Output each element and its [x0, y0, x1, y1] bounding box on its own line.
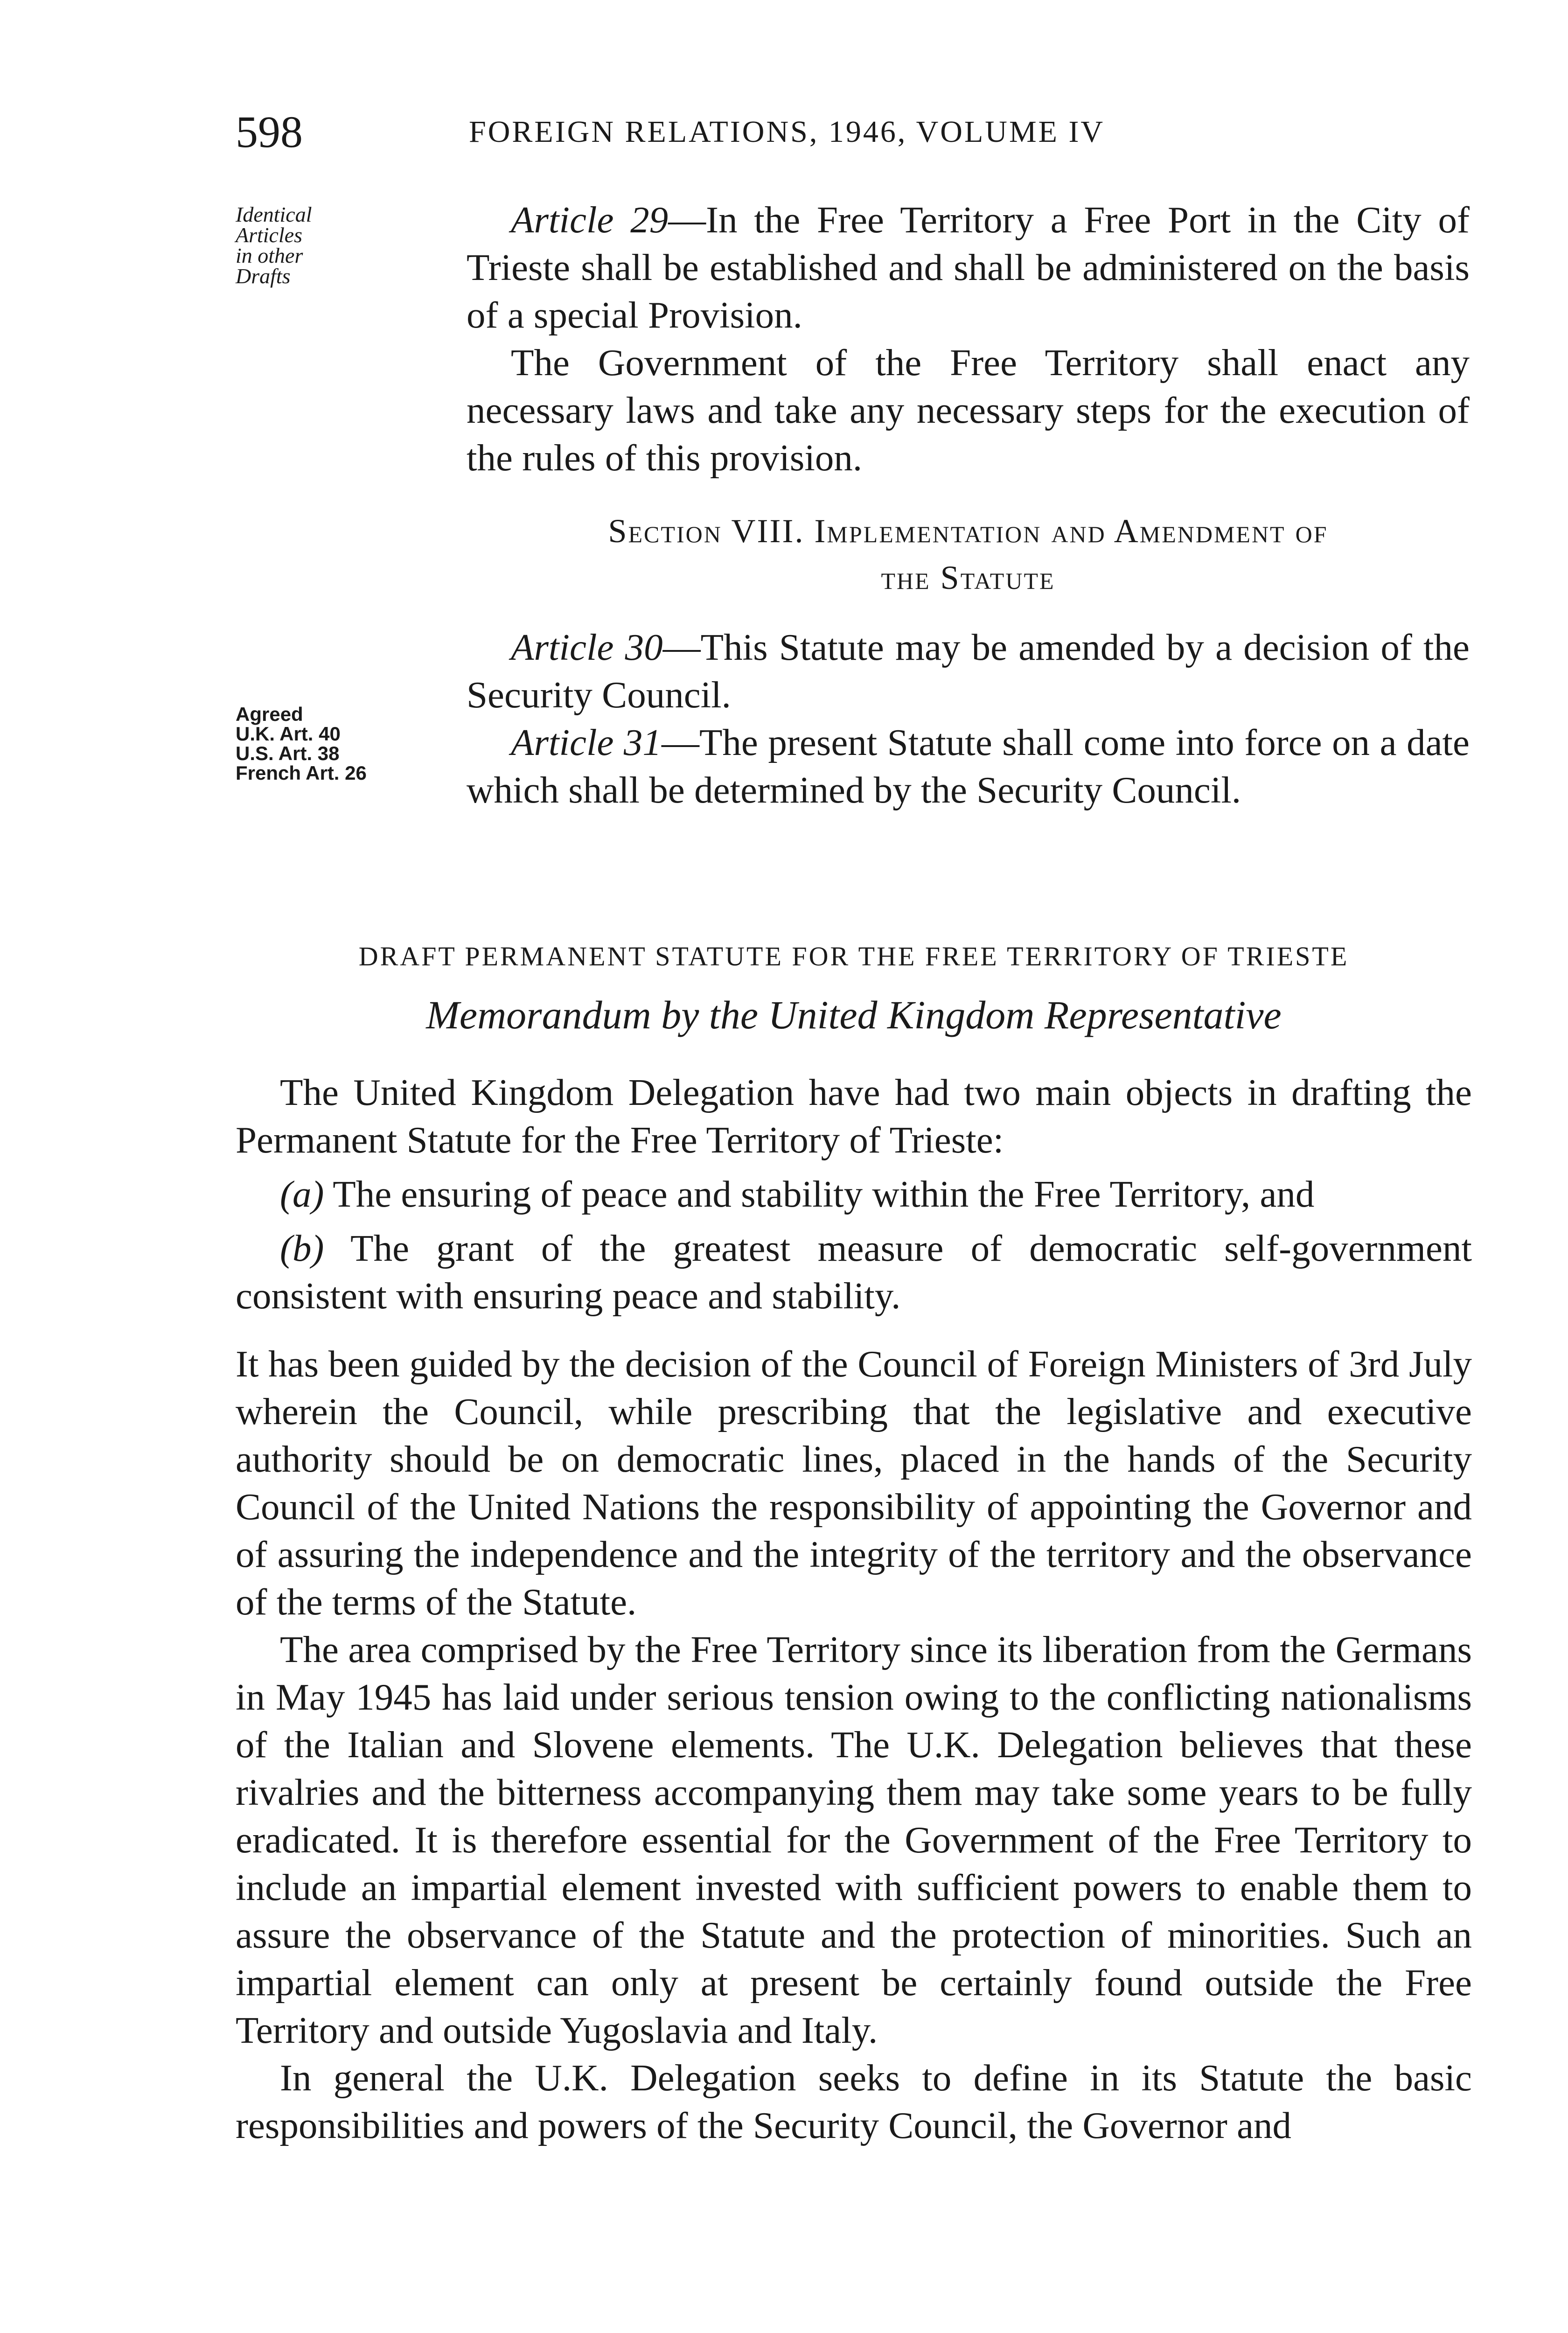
objective-b: [236, 1224, 1472, 1320]
document-subtitle: Memorandum by the United Kingdom Representative: [426, 992, 1282, 1037]
margin-note-line: in other: [236, 244, 303, 267]
objective-a: [236, 1170, 1472, 1218]
objective-b-text: The grant of the greatest measure of democratic self-government consistent with ensuring peace and stability.: [236, 1227, 1472, 1317]
article-30-paragraph: [467, 623, 1470, 719]
margin-note-line: Identical: [236, 203, 312, 226]
paragraph-guided: It has been guided by the decision of the Council of Foreign Ministers of 3rd July wherein the Council, while prescribing that the legislative and executive authority should be on democratic lines, placed in the hands of the Security Council of the United Nations the responsibility of appointing the Governor and of assuring the independence and the integrity of the territory and the observance of the terms of the Statute.: [236, 1343, 1472, 1623]
document-title: DRAFT PERMANENT STATUTE FOR THE FREE TERRITORY OF TRIESTE: [358, 941, 1349, 971]
objective-a-text: The ensuring of peace and stability within the Free Territory, and: [324, 1173, 1315, 1215]
margin-note-line: Drafts: [236, 264, 291, 288]
running-header-title: FOREIGN RELATIONS, 1946, VOLUME IV: [469, 115, 1105, 149]
article-31-text: —The present Statute shall come into force on a date which shall be determined by the Security Council.: [467, 721, 1470, 811]
margin-note-line: U.S. Art. 38: [236, 742, 340, 764]
margin-note-line: French Art. 26: [236, 762, 367, 784]
margin-note-line: Articles: [236, 223, 303, 247]
margin-note-line: Agreed: [236, 703, 303, 725]
article-29-label: Article 29: [511, 199, 669, 241]
article-30-label: Article 30: [511, 626, 663, 668]
article-30-text: —This Statute may be amended by a decision of the Security Council.: [467, 626, 1470, 716]
objective-a-label: [280, 1173, 324, 1215]
objective-b-marker: (b): [280, 1227, 324, 1269]
objective-b-label: [280, 1227, 324, 1269]
article-29-paragraph-2: The Government of the Free Territory shall enact any necessary laws and take any necessary steps for the execution of the rules of this provision.: [467, 342, 1470, 479]
intro-paragraph: The United Kingdom Delegation have had two main objects in drafting the Permanent Statute for the Free Territory of Trieste:: [236, 1071, 1472, 1161]
article-29-text: —In the Free Territory a Free Port in the City of Trieste shall be established and shall be administered on the basis of a special Provision.: [467, 199, 1470, 336]
objective-a-marker: (a): [280, 1173, 324, 1215]
statute-articles: [467, 196, 1470, 814]
article-31-label: Article 31: [511, 721, 662, 763]
margin-note-agreed: [236, 705, 422, 783]
running-header: [236, 106, 1472, 158]
margin-note-identical-articles: [236, 204, 422, 286]
paragraph-general: In general the U.K. Delegation seeks to define in its Statute the basic responsibilities and powers of the Security Council, the Governor and: [236, 2057, 1472, 2146]
paragraph-area: The area comprised by the Free Territory since its liberation from the Germans in May 1945 has laid under serious tension owing to the conflicting nationalisms of the Italian and Slovene elements. The U.K. Delegation believes that these rivalries and the bitterness accompanying them may take some years to be fully eradicated. It is therefore essential for the Government of the Free Territory to include an impartial element invested with sufficient powers to enable them to assure the observance of the Statute and the protection of minorities. Such an impartial element can only at present be certainly found outside the Free Territory and outside Yugoslavia and Italy.: [236, 1628, 1472, 2051]
section-heading: [467, 508, 1470, 601]
section-heading-line: the Statute: [881, 559, 1055, 596]
page-number: 598: [236, 107, 303, 157]
article-31-paragraph: [467, 719, 1470, 814]
memorandum: [236, 933, 1472, 2149]
section-heading-line: Section VIII. Implementation and Amendment of: [608, 512, 1328, 550]
margin-note-line: U.K. Art. 40: [236, 723, 341, 745]
article-29-paragraph: [467, 196, 1470, 339]
